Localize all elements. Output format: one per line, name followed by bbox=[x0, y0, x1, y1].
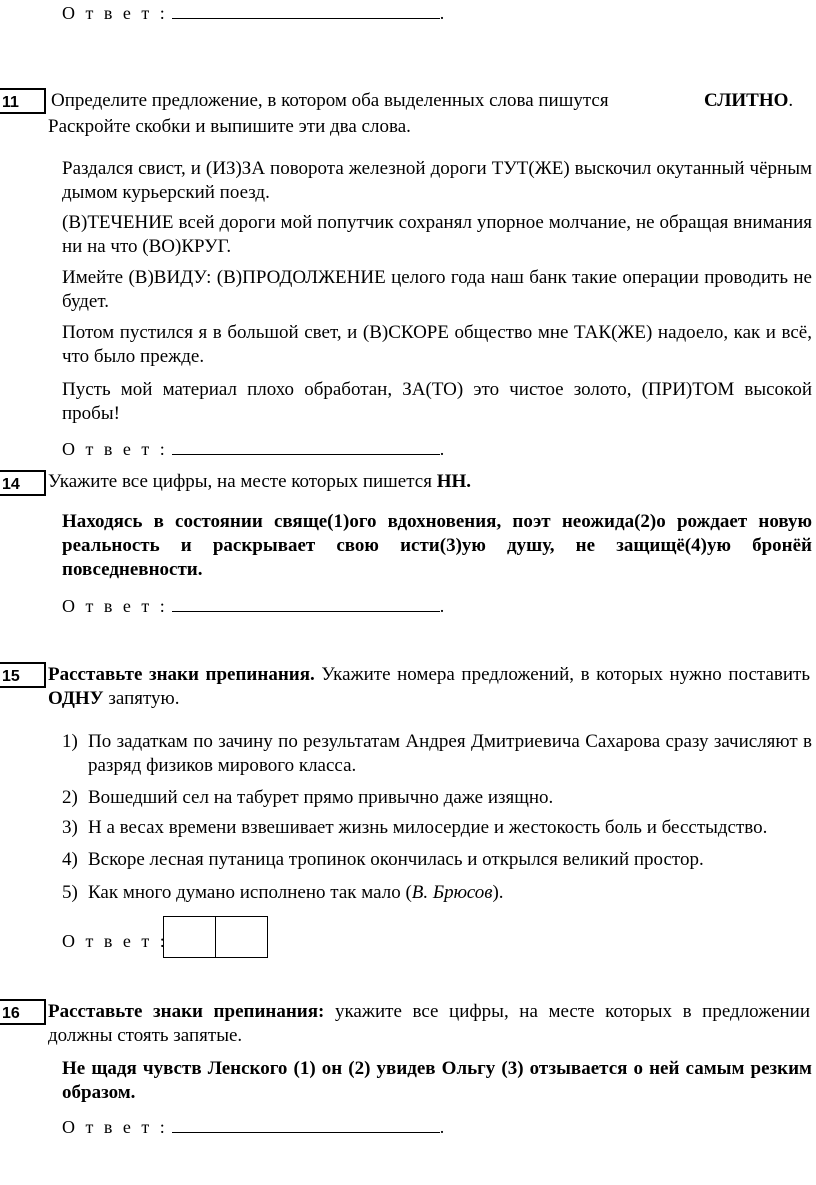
answer-line-14: О т в е т : . bbox=[62, 593, 444, 618]
answer-box-1[interactable] bbox=[163, 916, 216, 958]
task15-item-4: 4) Вскоре лесная путаница тропинок окончилась и открылся великий простор. bbox=[62, 849, 704, 870]
task11-prompt-line1: Определите предложение, в котором оба выделенных слова пишутся bbox=[51, 90, 609, 111]
task15-item-5: 5) Как много думано исполнено так мало (В. Брюсов). bbox=[62, 882, 504, 903]
task16-sentence: Не щадя чувств Ленского (1) он (2) увидев Ольгу (3) отзывается о ней самым резким образом. bbox=[62, 1058, 812, 1103]
answer-blank[interactable] bbox=[172, 1114, 440, 1133]
task16-prompt: Расставьте знаки препинания: укажите все цифры, на месте которых в предложении должны стоять запятые. bbox=[48, 1001, 811, 1046]
answer-line-11: О т в е т : . bbox=[62, 436, 444, 461]
answer-blank[interactable] bbox=[172, 436, 440, 455]
task15-prompt: Расставьте знаки препинания. Укажите номера предложений, в которых нужно поставить ОДНУ запятую. bbox=[48, 664, 810, 709]
task15-item-1: 1) По задаткам по зачину по результатам Андрея Дмитриевича Сахарова сразу зачисляют в разряд физиков мирового класса. bbox=[62, 731, 812, 776]
task11-prompt-line2: Раскройте скобки и выпишите эти два слова. bbox=[48, 116, 411, 137]
task11-prompt-bold: СЛИТНО. bbox=[704, 90, 794, 111]
task-number-15: 15 bbox=[0, 662, 46, 688]
answer-label: О т в е т : bbox=[62, 3, 168, 23]
answer-blank[interactable] bbox=[172, 593, 440, 612]
task15-item-2: 2) Вошедший сел на табурет прямо привычно даже изящно. bbox=[62, 787, 554, 808]
task-number-11: 11 bbox=[0, 88, 46, 114]
task11-sentence-2: (В)ТЕЧЕНИЕ всей дороги мой попутчик сохранял упорное молчание, не обращая внимания ни на что (ВО)КРУГ. bbox=[62, 212, 812, 257]
answer-label-15: О т в е т : bbox=[62, 931, 168, 951]
task-number-16: 16 bbox=[0, 999, 46, 1025]
answer-line-16: О т в е т : . bbox=[62, 1114, 444, 1139]
answer-box-2[interactable] bbox=[216, 916, 268, 958]
task14-prompt: Укажите все цифры, на месте которых пишется НН. bbox=[48, 471, 472, 492]
task11-sentence-5: Пусть мой материал плохо обработан, ЗА(ТО) это чистое золото, (ПРИ)ТОМ высокой пробы! bbox=[62, 379, 812, 424]
task-number-14: 14 bbox=[0, 470, 46, 496]
answer-blank[interactable] bbox=[172, 0, 440, 19]
answer-line-top: О т в е т : . bbox=[62, 0, 444, 25]
task15-item-3: 3) Н а весах времени взвешивает жизнь милосердие и жестокость боль и бесстыдство. bbox=[62, 817, 768, 838]
task14-sentence: Находясь в состоянии свяще(1)ого вдохновения, поэт неожида(2)о рождает новую реальность и раскрывает свою исти(3)ую душу, не защищё(4)ую бронёй повседневности. bbox=[62, 511, 812, 580]
answer-boxes bbox=[163, 916, 268, 956]
task11-sentence-1: Раздался свист, и (ИЗ)ЗА поворота железной дороги ТУТ(ЖЕ) выскочил окутанный чёрным дымом курьерский поезд. bbox=[62, 158, 812, 203]
task11-sentence-3: Имейте (В)ВИДУ: (В)ПРОДОЛЖЕНИЕ целого года наш банк такие операции проводить не будет. bbox=[62, 267, 812, 312]
task11-sentence-4: Потом пустился я в большой свет, и (В)СКОРЕ общество мне ТАК(ЖЕ) надоело, как и всё, что было прежде. bbox=[62, 322, 812, 367]
